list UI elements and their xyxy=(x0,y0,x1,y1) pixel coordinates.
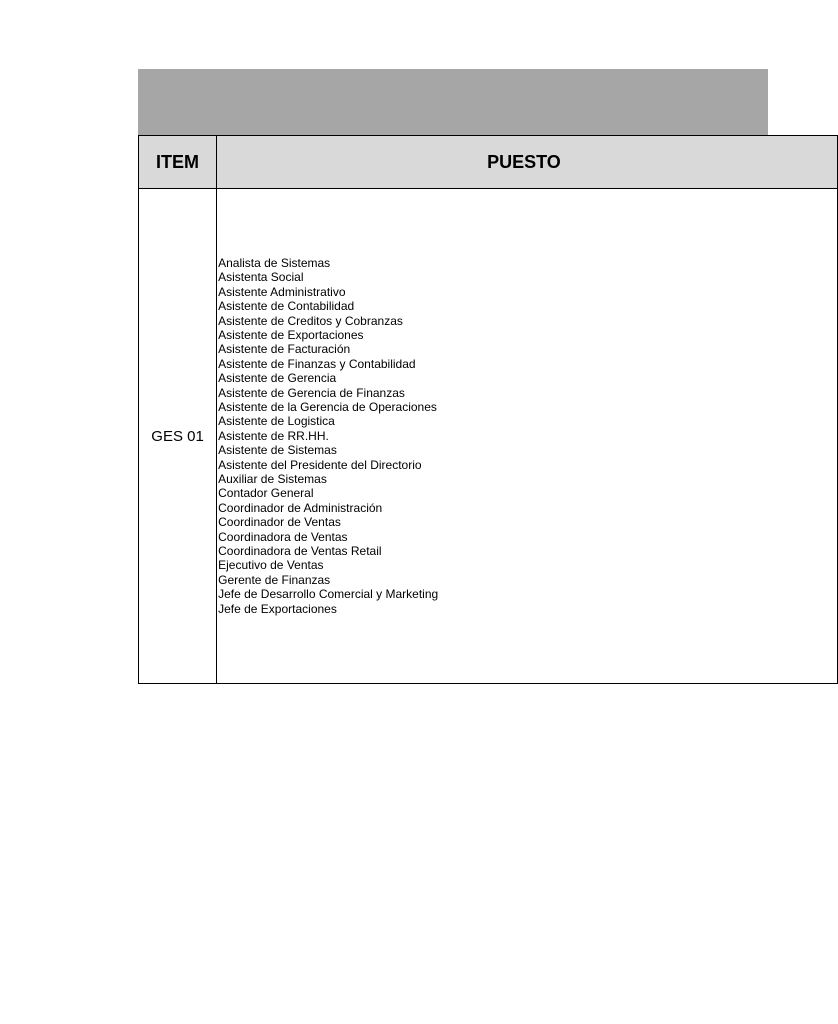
position-item: Asistente de Facturación xyxy=(218,342,351,357)
table-header-row xyxy=(139,136,838,189)
position-item: Ejecutivo de Ventas xyxy=(218,558,324,573)
item-code-cell: GES 01 xyxy=(139,189,217,684)
table-row xyxy=(139,189,838,684)
position-item: Coordinador de Ventas xyxy=(218,515,341,530)
table-viewport xyxy=(138,135,561,685)
position-item: Asistente de Gerencia de Finanzas xyxy=(218,385,405,400)
item-column-header: ITEM xyxy=(139,136,217,189)
position-item: Asistente de Exportaciones xyxy=(218,327,364,342)
position-item: Jefe de Exportaciones xyxy=(218,601,337,616)
position-item: Asistente de Gerencia xyxy=(218,371,337,386)
position-item: Contador General xyxy=(218,486,314,501)
position-item: Asistente de Logistica xyxy=(218,414,335,429)
position-item: Asistente de RR.HH. xyxy=(218,428,329,443)
positions-table xyxy=(138,135,838,684)
position-item: Asistente de Contabilidad xyxy=(218,299,355,314)
position-item: Coordinadora de Ventas Retail xyxy=(218,544,382,559)
position-item: Coordinadora de Ventas xyxy=(218,529,348,544)
position-item: Asistente de Creditos y Cobranzas xyxy=(218,313,403,328)
position-item: Gerente de Finanzas xyxy=(218,572,331,587)
position-item: Auxiliar de Sistemas xyxy=(218,472,327,487)
position-item: Asistenta Social xyxy=(218,270,304,285)
position-item: Asistente del Presidente del Directorio xyxy=(218,457,422,472)
position-item: Asistente Administrativo xyxy=(218,284,346,299)
title-band xyxy=(138,69,768,136)
position-item: Asistente de Finanzas y Contabilidad xyxy=(218,356,416,371)
position-item: Asistente de Sistemas xyxy=(218,443,337,458)
positions-cell xyxy=(217,189,838,684)
position-item: Coordinador de Administración xyxy=(218,500,383,515)
position-item: Asistente de la Gerencia de Operaciones xyxy=(218,399,437,414)
position-item: Jefe de Desarrollo Comercial y Marketing xyxy=(218,587,439,602)
positions-list xyxy=(218,256,837,616)
position-item: Analista de Sistemas xyxy=(218,255,331,270)
puesto-column-header: PUESTO xyxy=(217,136,838,189)
